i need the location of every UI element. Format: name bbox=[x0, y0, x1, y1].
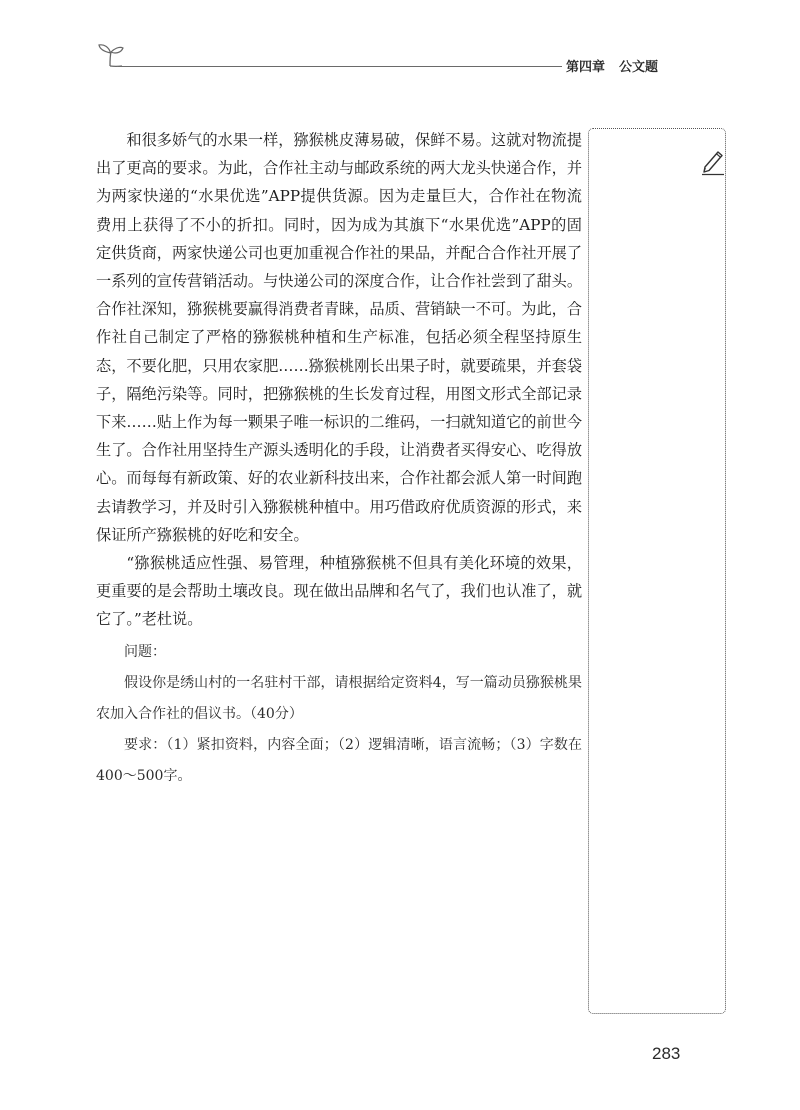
header-rule bbox=[118, 66, 562, 67]
pencil-icon bbox=[700, 146, 726, 176]
notes-box bbox=[588, 128, 726, 1014]
question-label: 问题： bbox=[124, 643, 166, 660]
chapter-label: 第四章 bbox=[566, 60, 606, 75]
body-paragraph: 和很多娇气的水果一样，猕猴桃皮薄易破，保鲜不易。这就对物流提出了更高的要求。为此，合作社主动与邮政系统的两大龙头快递合作，并为两家快递的“水果优选”APP提供货源。因为走量巨大，合作社在物流费用上获得了不小的折扣。同时，因为成为其旗下“水果优选”APP的固定供货商，两家快递公司也更加重视合作社的果品，并配合合作社开展了一系列的宣传营销活动。与快递公司的深度合作，让合作社尝到了甜头。合作社深知，猕猴桃要赢得消费者青睐，品质、营销缺一不可。为此，合作社自己制定了严格的猕猴桃种植和生产标准，包括必须全程坚持原生态，不要化肥，只用农家肥……猕猴桃刚长出果子时，就要疏果，并套袋子，隔绝污染等。同时，把猕猴桃的生长发育过程，用图文形式全部记录下来……贴上作为每一颗果子唯一标识的二维码，一扫就知道它的前世今生了。合作社用坚持生产源头透明化的手段，让消费者买得安心、吃得放心。而每每有新政策、好的农业新科技出来，合作社都会派人第一时间跑去请教学习，并及时引入猕猴桃种植中。用巧借政府优质资源的形式，来保证所产猕猴桃的好吃和安全。 bbox=[96, 131, 583, 544]
page-number: 283 bbox=[652, 1044, 681, 1063]
question-requirements: 要求：（1）紧扣资料，内容全面；（2）逻辑清晰，语言流畅；（3）字数在400～500字。 bbox=[96, 736, 582, 784]
section-label: 公文题 bbox=[619, 60, 659, 75]
main-content bbox=[96, 126, 582, 792]
chapter-title bbox=[566, 56, 658, 75]
page-header bbox=[0, 0, 800, 90]
question-prompt: 假设你是绣山村的一名驻村干部，请根据给定资料4，写一篇动员猕猴桃果农加入合作社的倡议书。（40分） bbox=[96, 674, 582, 722]
body-paragraph: “猕猴桃适应性强、易管理，种植猕猴桃不但具有美化环境的效果，更重要的是会帮助土壤改良。现在做出品牌和名气了，我们也认准了，就它了。”老杜说。 bbox=[96, 554, 582, 629]
